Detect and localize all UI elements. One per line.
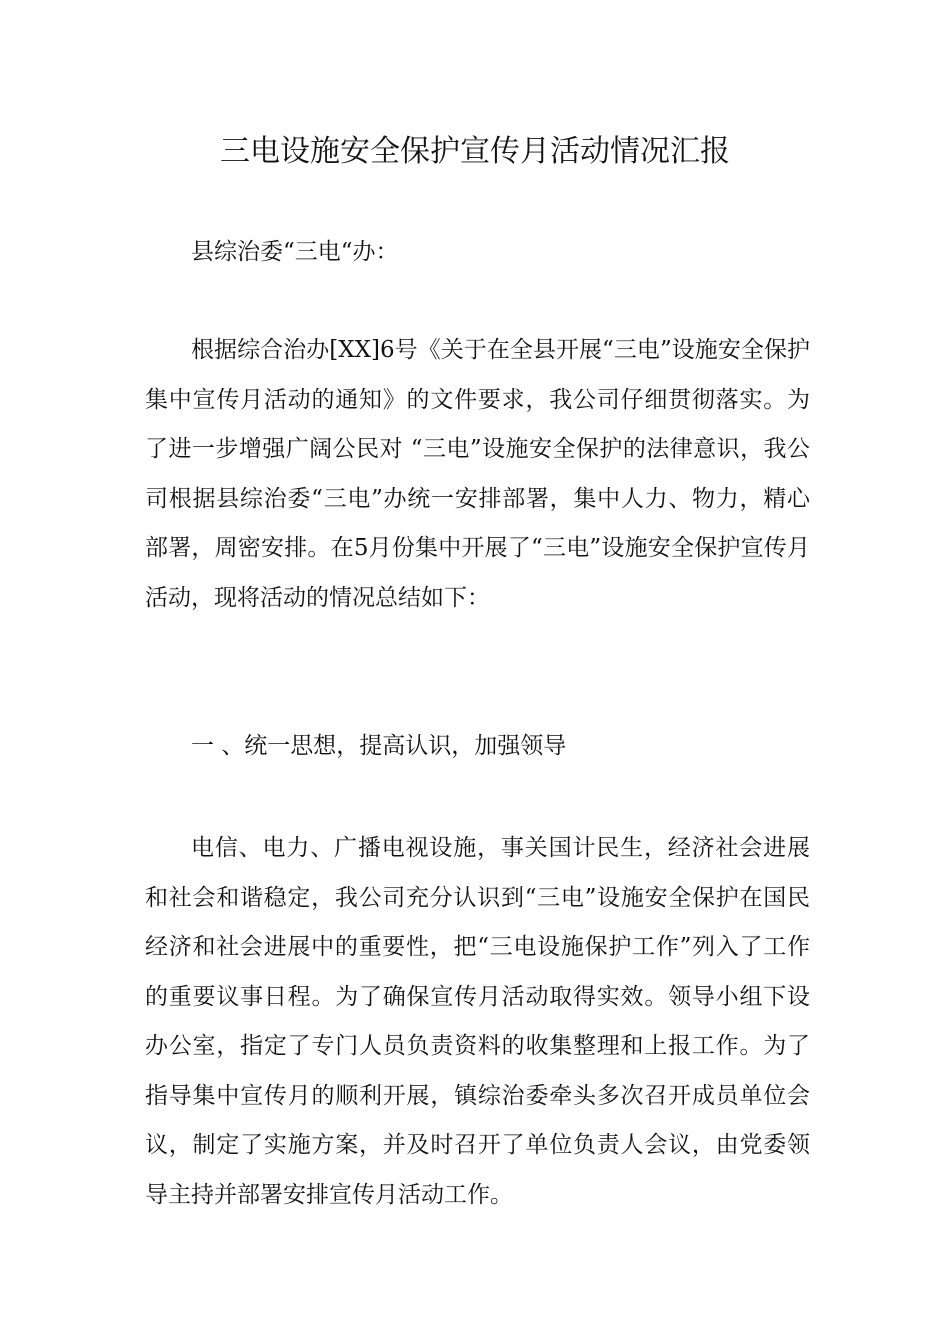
paragraph-section-1: 电信、电力、广播电视设施，事关国计民生，经济社会进展和社会和谐稳定，我公司充分认识到“三电”设施安全保护在国民经济和社会进展中的重要性，把“三电设施保护工作”列入了工作的重要议事日程。为了确保宣传月活动取得实效。领导小组下设办公室，指定了专门人员负责资料的收集整理和上报工作。为了指导集中宣传月的顺利开展，镇综治委牵头多次召开成员单位会议，制定了实施方案，并及时召开了单位负责人会议，由党委领导主持并部署安排宣传月活动工作。 (145, 835, 810, 1208)
document-title: 三电设施安全保护宣传月活动情况汇报 (220, 134, 730, 169)
section-heading-1: 一 、统一思想，提高认识，加强领导 (191, 733, 567, 759)
paragraph-intro: 根据综合治办[XX]6号《关于在全县开展“三电”设施安全保护集中宣传月活动的通知》的文件要求，我公司仔细贯彻落实。为了进一步增强广阔公民对 “三电”设施安全保护的法律意识，我公司根据县综治委“三电”办统一安排部署，集中人力、物力，精心部署，周密安排。在5月份集中开展了“三电”设施安全保护宣传月活动，现将活动的情况总结如下： (145, 337, 810, 611)
salutation: 县综治委“三电“办： (191, 239, 399, 265)
